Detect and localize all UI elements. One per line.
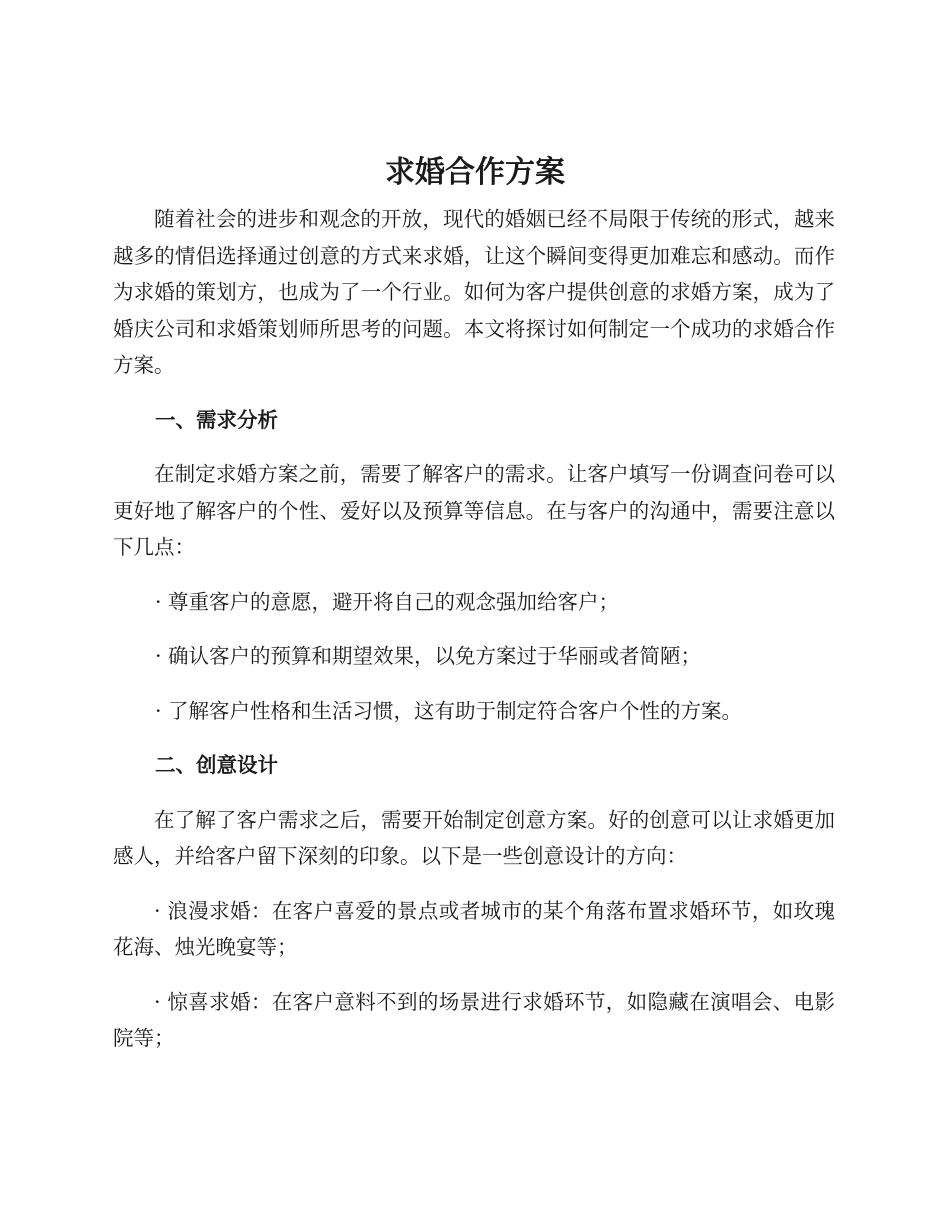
list-item: · 惊喜求婚：在客户意料不到的场景进行求婚环节，如隐藏在演唱会、电影院等； bbox=[113, 989, 835, 1050]
list-item: · 确认客户的预算和期望效果，以免方案过于华丽或者简陋； bbox=[155, 644, 702, 668]
document-body bbox=[113, 201, 835, 1057]
section-paragraph-needs: 在制定求婚方案之前，需要了解客户的需求。让客户填写一份调查问卷可以更好地了解客户的个性、爱好以及预算等信息。在与客户的沟通中，需要注意以下几点： bbox=[113, 462, 835, 559]
intro-paragraph: 随着社会的进步和观念的开放，现代的婚姻已经不局限于传统的形式，越来越多的情侣选择通过创意的方式来求婚，让这个瞬间变得更加难忘和感动。而作为求婚的策划方，也成为了一个行业。如何为客户提供创意的求婚方案，成为了婚庆公司和求婚策划师所思考的问题。本文将探讨如何制定一个成功的求婚合作方案。 bbox=[113, 207, 835, 377]
section-heading-needs: 一、需求分析 bbox=[155, 407, 278, 432]
list-item: · 尊重客户的意愿，避开将自己的观念强加给客户； bbox=[155, 589, 620, 614]
list-item: · 浪漫求婚：在客户喜爱的景点或者城市的某个角落布置求婚环节，如玫瑰花海、烛光晚宴等； bbox=[113, 898, 835, 959]
section-paragraph-creative: 在了解了客户需求之后，需要开始制定创意方案。好的创意可以让求婚更加感人，并给客户留下深刻的印象。以下是一些创意设计的方向： bbox=[113, 807, 835, 868]
section-heading-creative: 二、创意设计 bbox=[155, 753, 278, 777]
document-title: 求婚合作方案 bbox=[385, 155, 565, 190]
list-item: · 了解客户性格和生活习惯，这有助于制定符合客户个性的方案。 bbox=[155, 698, 743, 723]
